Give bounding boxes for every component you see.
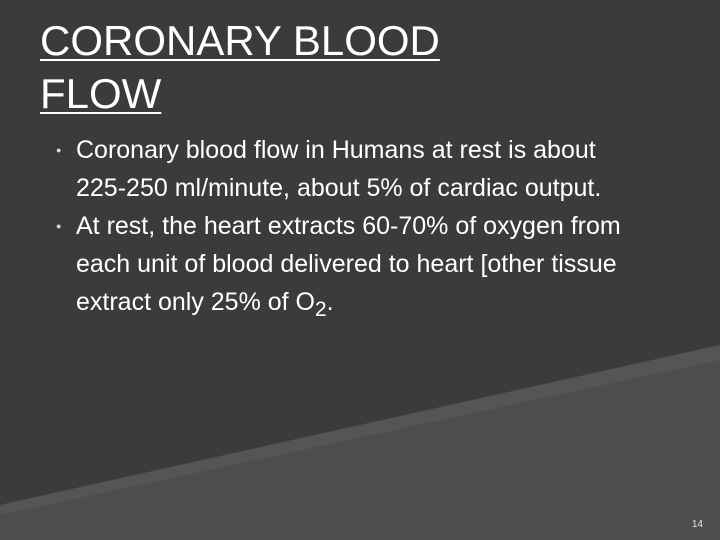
bullet-icon: ● [56,221,62,231]
slide-title-line-1: CORONARY BLOOD [40,17,440,64]
slide-number: 14 [691,519,703,530]
bullet-icon: ● [56,145,62,155]
bullet-text: At rest, the heart extracts 60-70% of oxygen from each unit of blood delivered to heart [other tissue extract only 25% of O [76,212,621,316]
slide-title [40,14,600,120]
slide-title-line-2: FLOW [40,70,162,117]
bullet-list [56,131,626,329]
bullet-text: Coronary blood flow in Humans at rest is about 225-250 ml/minute, about 5% of cardiac output. [76,136,602,202]
bullet-text-end: . [326,288,334,316]
subscript-2: 2 [315,298,327,321]
bullet-item [56,131,626,207]
bullet-item [56,207,626,329]
